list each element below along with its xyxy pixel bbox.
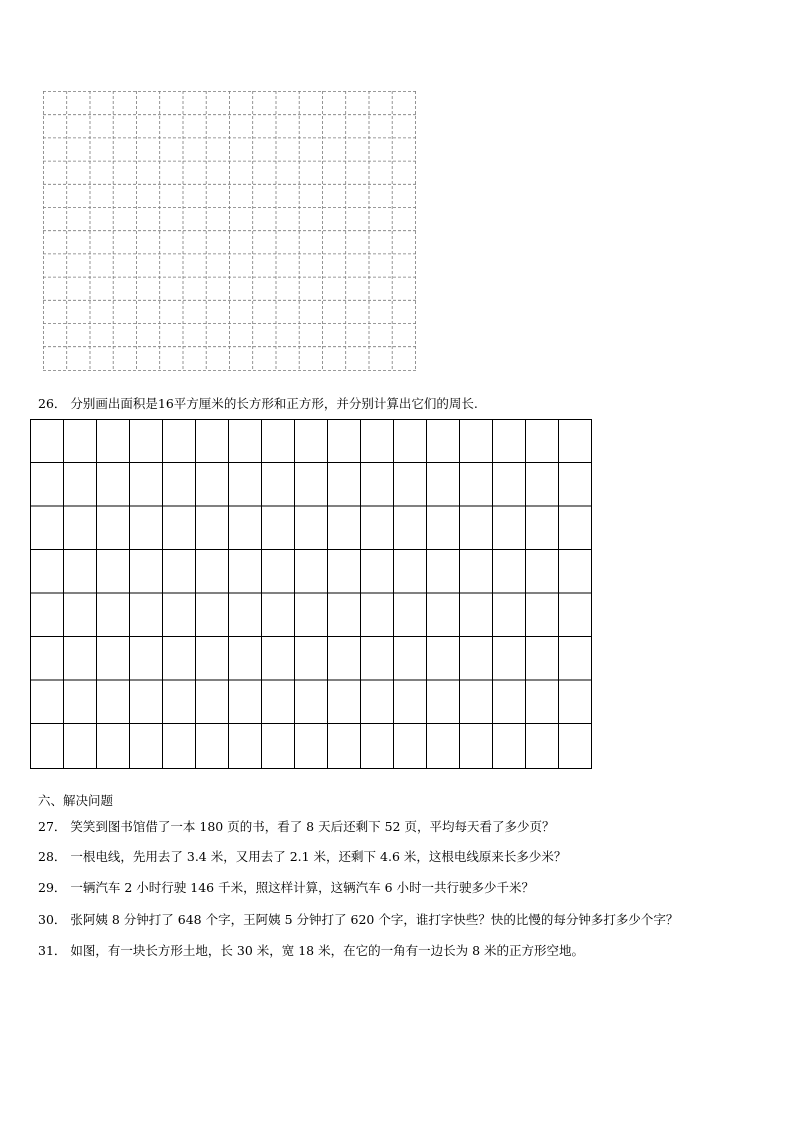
problem-text: 笑笑到图书馆借了一本 180 页的书，看了 8 天后还剩下 52 页，平均每天看了多少页？ — [70, 819, 555, 834]
problem-number: 30． — [38, 912, 67, 927]
solid-grid-paper — [30, 419, 592, 769]
problem-27 — [38, 819, 554, 835]
question-number: 26． — [38, 396, 67, 411]
problem-28 — [38, 849, 566, 865]
problem-number: 29． — [38, 880, 67, 895]
problem-30 — [38, 912, 678, 928]
problem-29 — [38, 880, 534, 896]
problem-31 — [38, 943, 584, 959]
question-text: 分别画出面积是16平方厘米的长方形和正方形，并分别计算出它们的周长. — [70, 396, 478, 411]
question-26 — [38, 396, 478, 412]
problem-text: 如图，有一块长方形土地，长 30 米，宽 18 米，在它的一角有一边长为 8 米的正方形空地。 — [70, 943, 585, 958]
section-heading: 六、解决问题 — [38, 793, 114, 808]
problem-text: 一辆汽车 2 小时行驶 146 千米，照这样计算，这辆汽车 6 小时一共行驶多少千米？ — [70, 880, 535, 895]
problem-number: 31． — [38, 943, 67, 958]
problem-text: 张阿姨 8 分钟打了 648 个字，王阿姨 5 分钟打了 620 个字，谁打字快些？快的比慢的每分钟多打多少个字？ — [70, 912, 679, 927]
dashed-grid-paper — [43, 91, 417, 371]
problem-number: 27． — [38, 819, 67, 834]
problem-number: 28． — [38, 849, 67, 864]
problem-text: 一根电线，先用去了 3.4 米，又用去了 2.1 米，还剩下 4.6 米，这根电线原来长多少米？ — [70, 849, 567, 864]
